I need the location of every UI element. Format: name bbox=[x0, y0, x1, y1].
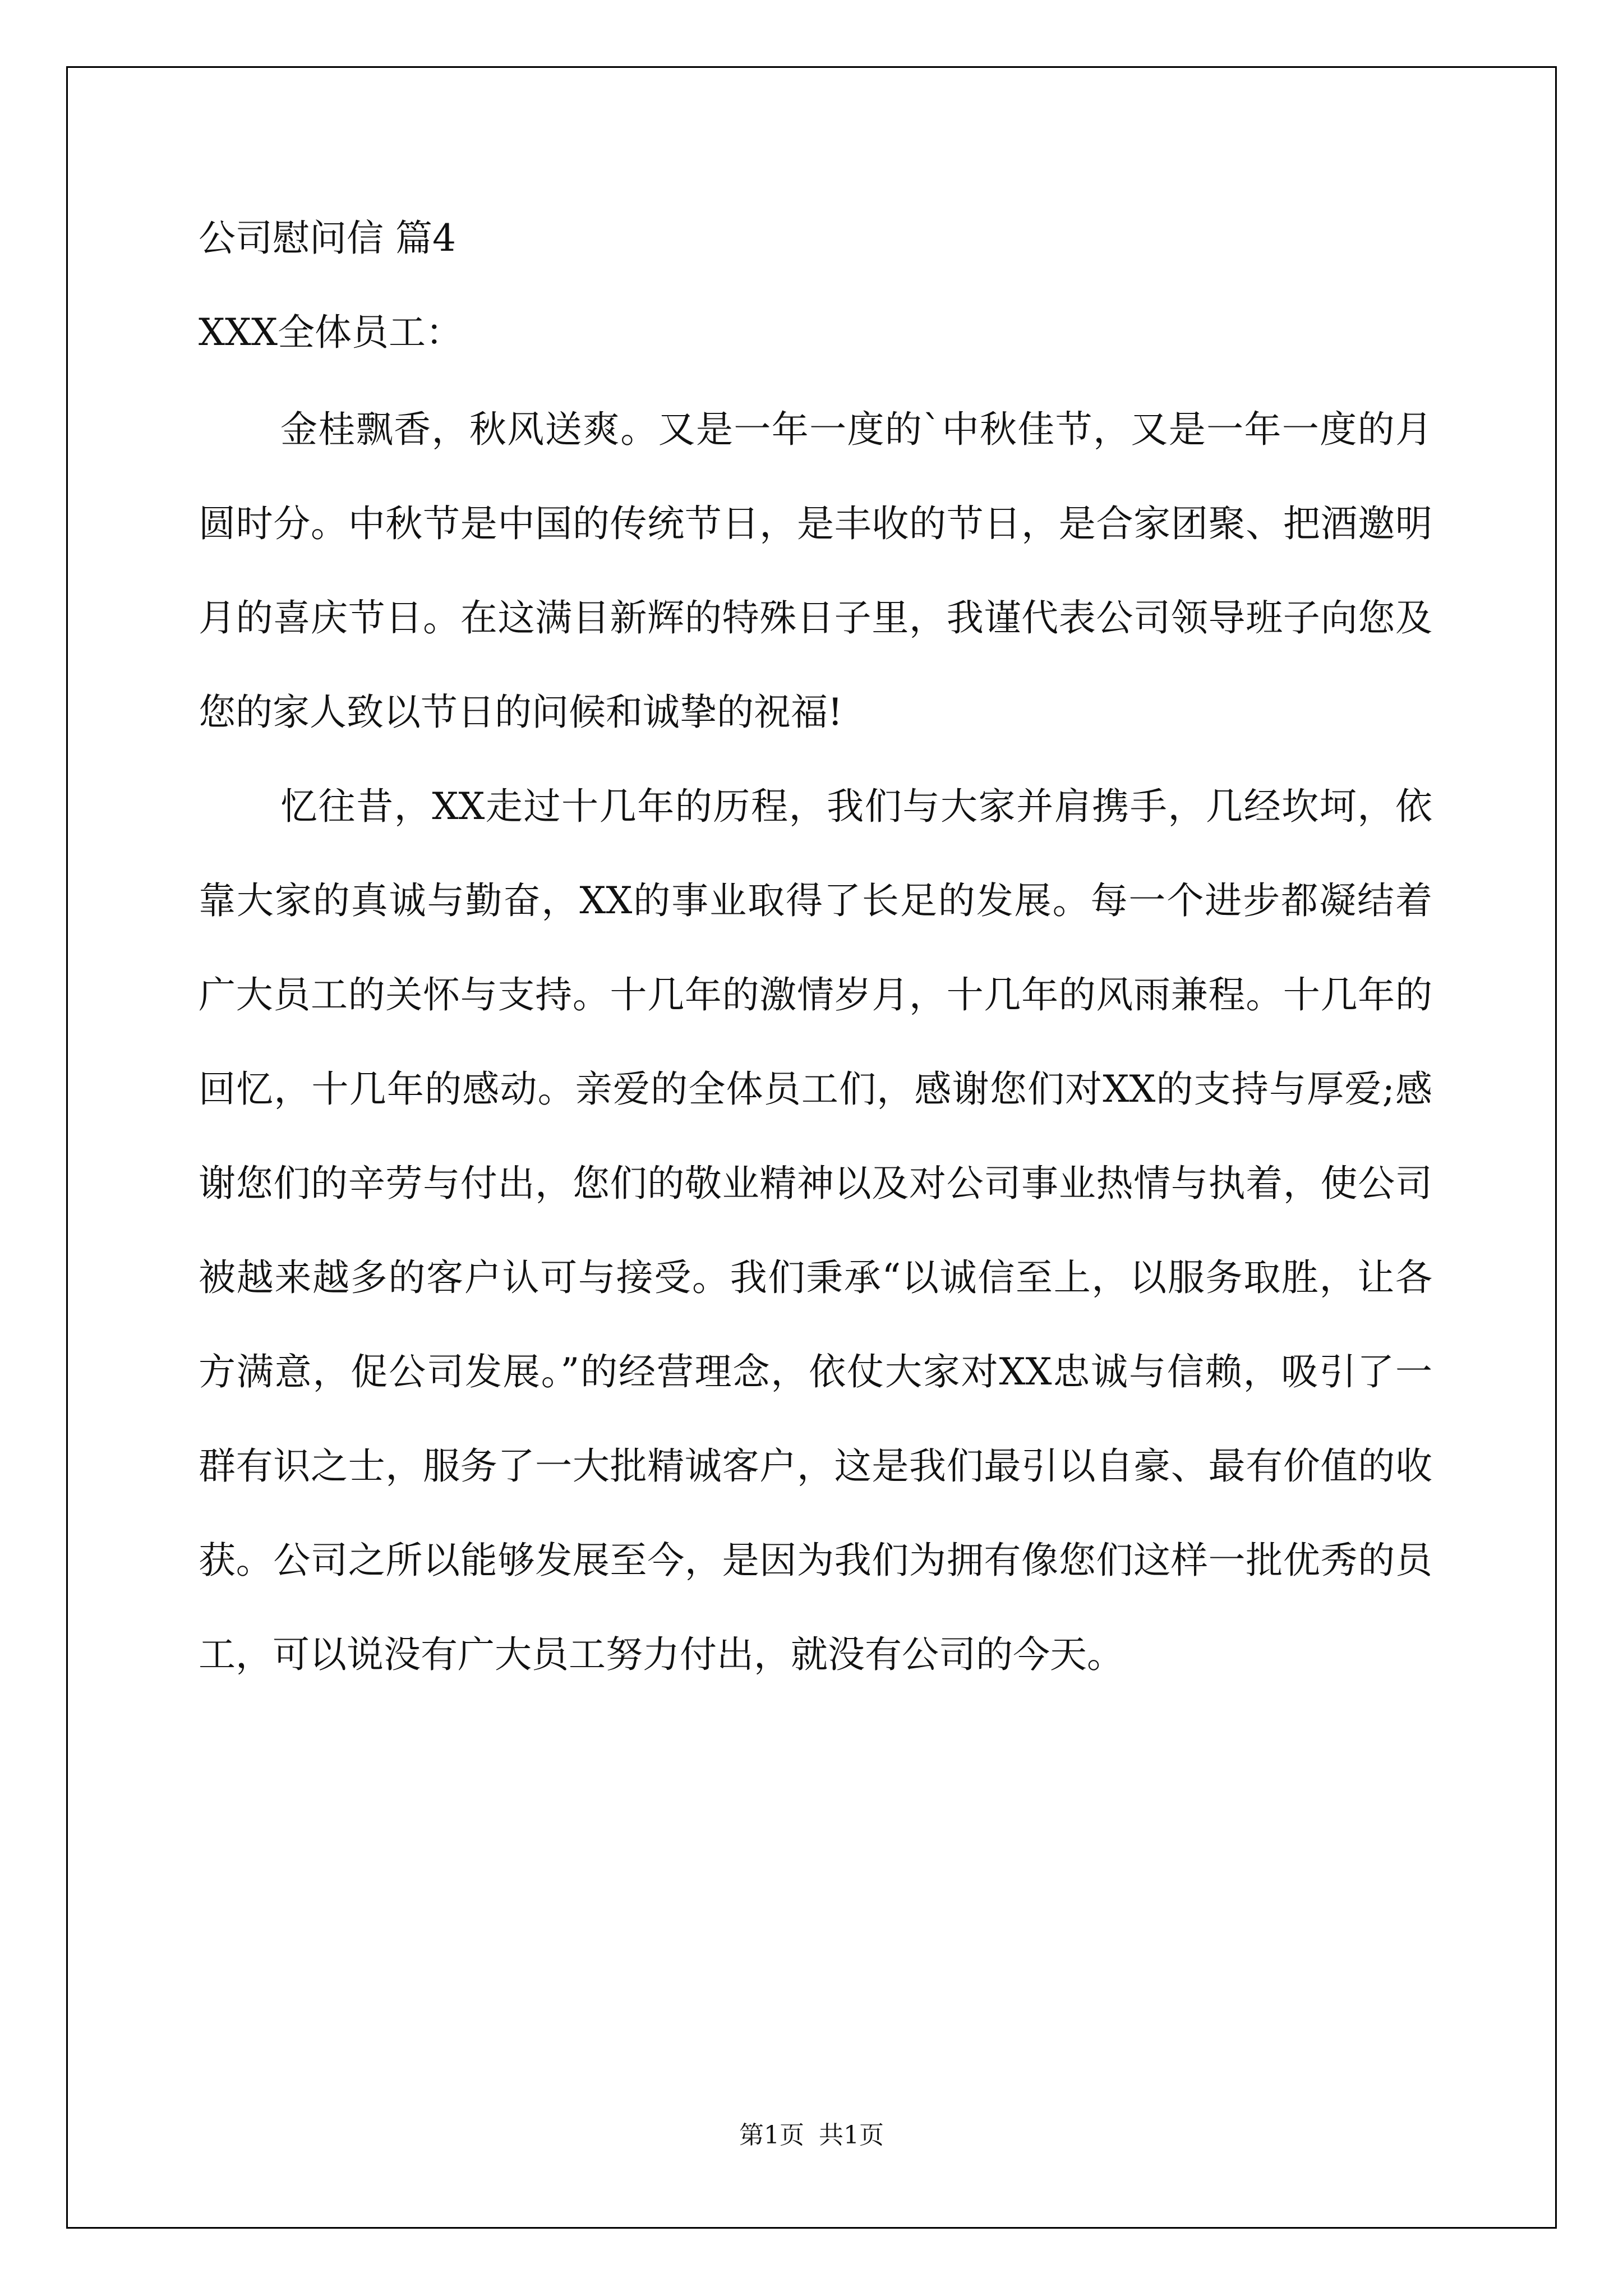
salutation: XXX全体员工： bbox=[199, 311, 463, 354]
document-body bbox=[199, 213, 1432, 1702]
paragraph-2: 忆往昔，XX走过十几年的历程，我们与大家并肩携手，几经坎坷，依靠大家的真诚与勤奋，XX的事业取得了长足的发展。每一个进步都凝结着广大员工的关怀与支持。十几年的激情岁月，十几年的风雨兼程。十几年的回忆，十几年的感动。亲爱的全体员工们，感谢您们对XX的支持与厚爱;感谢您们的辛劳与付出，您们的敬业精神以及对公司事业热情与执着，使公司被越来越多的客户认可与接受。我们秉承“以诚信至上，以服务取胜，让各方满意，促公司发展。”的经营理念，依仗大家对XX忠诚与信赖，吸引了一群有识之士，服务了一大批精诚客户，这是我们最引以自豪、最有价值的收获。公司之所以能够发展至今，是因为我们为拥有像您们这样一批优秀的员工，可以说没有广大员工努力付出，就没有公司的今天。 bbox=[199, 785, 1432, 1676]
document-title: 公司慰问信 篇4 bbox=[199, 217, 456, 260]
page-footer: 第1页 共1页 bbox=[739, 2121, 884, 2150]
paragraph-1: 金桂飘香，秋风送爽。又是一年一度的`中秋佳节，又是一年一度的月圆时分。中秋节是中国的传统节日，是丰收的节日，是合家团聚、把酒邀明月的喜庆节日。在这满目新辉的特殊日子里，我谨代表公司领导班子向您及您的家人致以节日的问候和诚挚的祝福! bbox=[199, 408, 1432, 734]
